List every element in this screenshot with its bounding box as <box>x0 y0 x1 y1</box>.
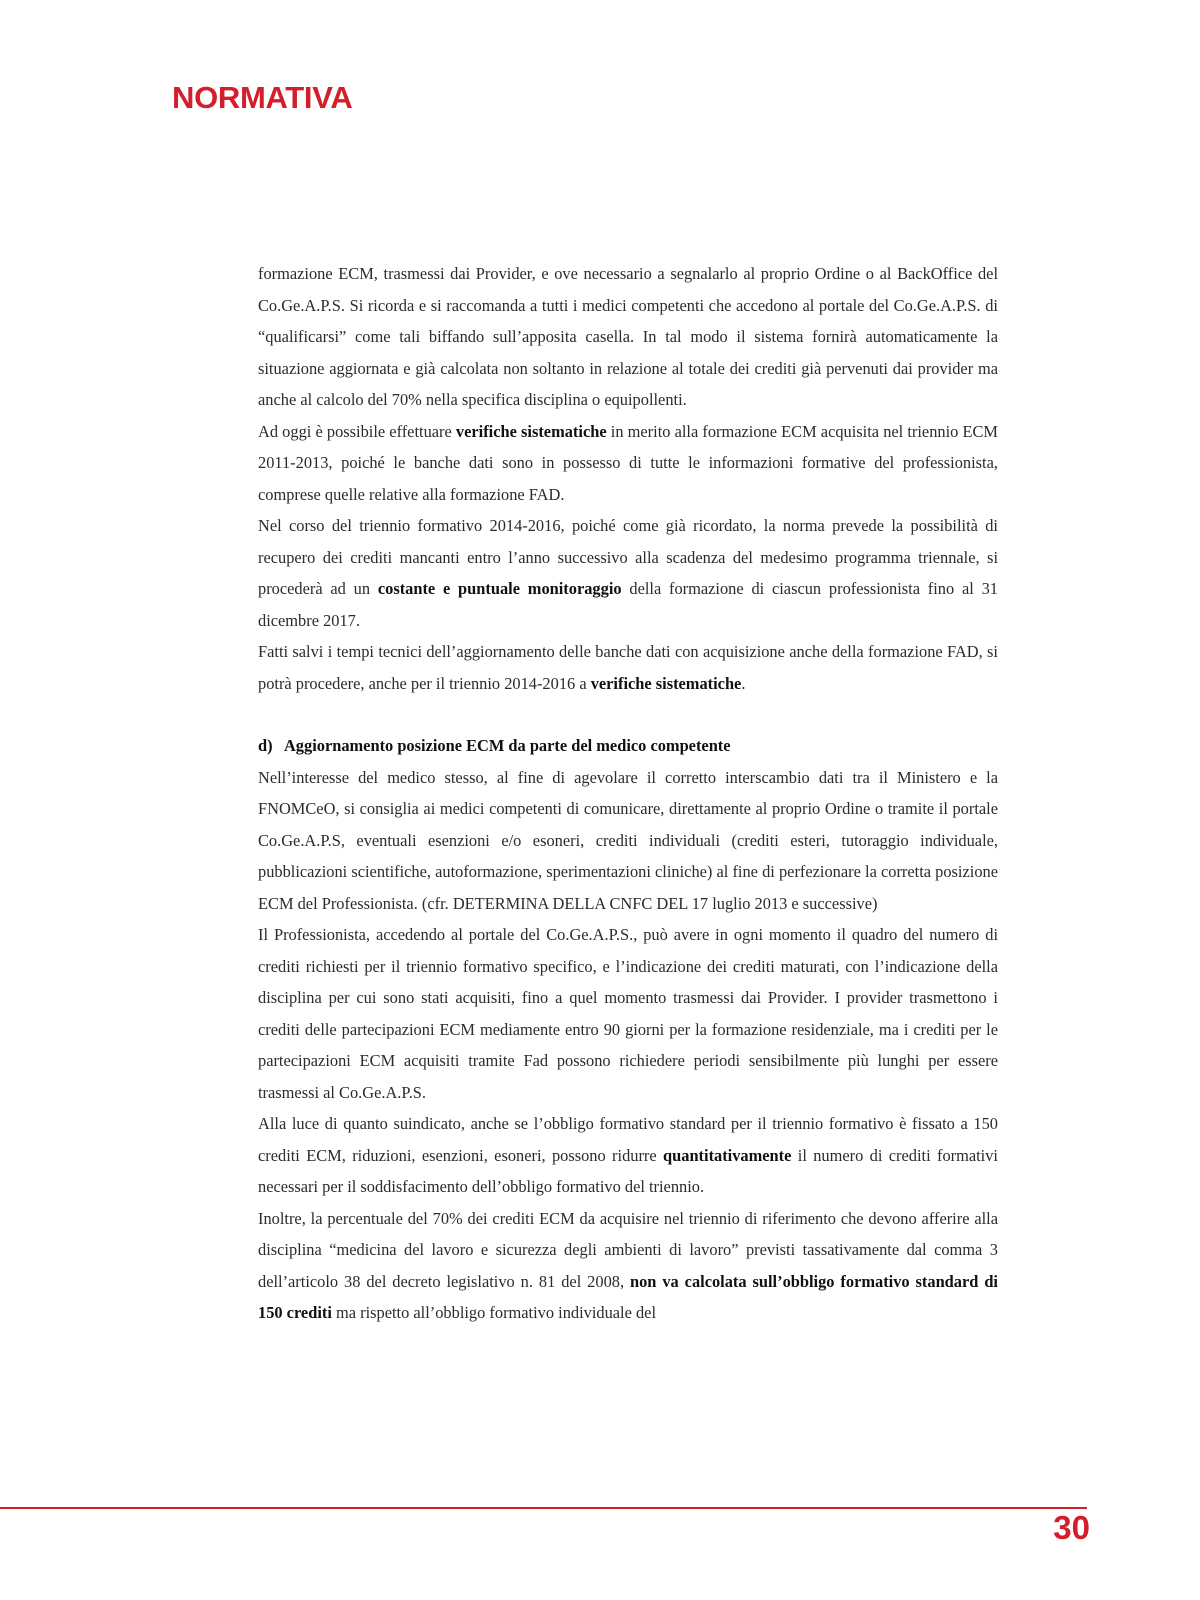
bold-phrase: verifiche sistematiche <box>590 673 742 693</box>
paragraph-text: ma rispetto all’obbligo formativo individuale del <box>331 1303 657 1322</box>
bold-phrase: non va calcolata sull’obbligo formativo standard di 150 crediti <box>258 1271 998 1322</box>
paragraph-text: Nel corso del triennio formativo 2014-2016, poiché come già ricordato, la norma prevede la possibilità di recupero dei crediti mancanti entro l’anno successivo alla scadenza del medesimo programma triennale, si procederà ad un <box>258 516 998 598</box>
paragraph-3 <box>258 510 998 636</box>
paragraph-4 <box>258 636 998 699</box>
page-number: 30 <box>1053 1509 1090 1546</box>
footer-divider <box>0 1507 1087 1509</box>
paragraph-6: Il Professionista, accedendo al portale del Co.Ge.A.P.S., può avere in ogni momento il quadro del numero di crediti richiesti per il triennio formativo specifico, e l’indicazione dei crediti maturati, con l’indicazione della disciplina per cui sono stati acquisiti, fino a quel momento trasmessi dai Provider. I provider trasmettono i crediti delle partecipazioni ECM mediamente entro 90 giorni per la formazione residenziale, ma i crediti per le partecipazioni ECM acquisiti tramite Fad possono richiedere periodi sensibilmente più lunghi per essere trasmessi al Co.Ge.A.P.S. <box>258 925 998 1102</box>
section-title: NORMATIVA <box>172 80 353 115</box>
paragraph-text: . <box>741 673 746 693</box>
paragraph-text: della formazione di ciascun professionista fino al 31 dicembre 2017. <box>258 579 998 630</box>
paragraph-text: Fatti salvi i tempi tecnici dell’aggiornamento delle banche dati con acquisizione anche della formazione FAD, si potrà procedere, anche per il triennio 2014-2016 a <box>258 642 998 693</box>
bold-phrase: quantitativamente <box>663 1145 792 1165</box>
paragraph-1: formazione ECM, trasmessi dai Provider, e ove necessario a segnalarlo al proprio Ordine o al BackOffice del Co.Ge.A.P.S. Si ricorda e si raccomanda a tutti i medici competenti che accedono al portale del Co.Ge.A.P.S. di “qualificarsi” come tali biffando sull’apposita casella. In tal modo il sistema fornirà automaticamente la situazione aggiornata e già calcolata non soltanto in relazione al totale dei crediti già pervenuti dai provider ma anche al calcolo del 70% nella specifica disciplina o equipollenti. <box>258 264 998 409</box>
document-body <box>258 258 998 1329</box>
paragraph-5: Nell’interesse del medico stesso, al fine di agevolare il corretto interscambio dati tra il Ministero e la FNOMCeO, si consiglia ai medici competenti di comunicare, direttamente al proprio Ordine o tramite il portale Co.Ge.A.P.S, eventuali esenzioni e/o esoneri, crediti individuali (crediti esteri, tutoraggio individuale, pubblicazioni scientifiche, autoformazione, sperimentazioni cliniche) al fine di perfezionare la corretta posizione ECM del Professionista. (cfr. DETERMINA DELLA CNFC DEL 17 luglio 2013 e successive) <box>258 767 998 913</box>
bold-phrase: verifiche sistematiche <box>455 421 607 441</box>
paragraph-text: il numero di crediti formativi necessari per il soddisfacimento dell’obbligo formativo del triennio. <box>258 1145 998 1196</box>
paragraph-2 <box>258 416 998 511</box>
bold-phrase: costante e puntuale monitoraggio <box>377 579 622 598</box>
paragraph-text: in merito alla formazione ECM acquisita nel triennio ECM 2011-2013, poiché le banche dati sono in possesso di tutte le informazioni formative del professionista, comprese quelle relative alla formazione FAD. <box>258 421 999 504</box>
paragraph-text: Inoltre, la percentuale del 70% dei crediti ECM da acquisire nel triennio di riferimento che devono afferire alla disciplina “medicina del lavoro e sicurezza degli ambienti di lavoro” previsti tassativamente dal comma 3 dell’articolo 38 del decreto legislativo n. 81 del 2008, <box>258 1208 998 1291</box>
paragraph-text: Ad oggi è possibile effettuare <box>258 421 456 441</box>
paragraph-7 <box>258 1108 998 1203</box>
section-d-heading: d) Aggiornamento posizione ECM da parte del medico competente <box>258 736 731 755</box>
paragraph-8 <box>258 1203 998 1329</box>
paragraph-text: Alla luce di quanto suindicato, anche se l’obbligo formativo standard per il triennio formativo è fissato a 150 crediti ECM, riduzioni, esenzioni, esoneri, possono ridurre <box>258 1114 998 1165</box>
